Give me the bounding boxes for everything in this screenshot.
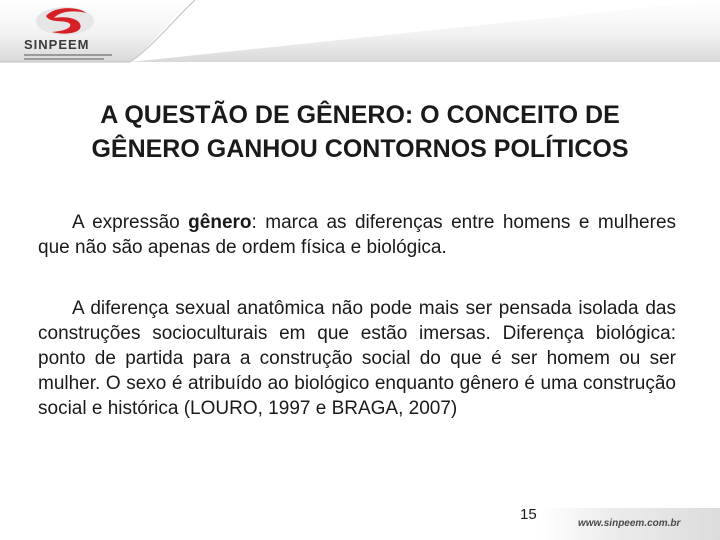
sinpeem-logo-icon bbox=[34, 4, 96, 38]
slide-title bbox=[40, 98, 680, 166]
paragraph1-prefix: A expressão bbox=[72, 212, 189, 233]
page-number: 15 bbox=[520, 506, 537, 523]
paragraph-gender-definition bbox=[38, 210, 676, 260]
paragraph1-bold-term: gênero bbox=[188, 212, 252, 233]
footer-url: www.sinpeem.com.br bbox=[578, 518, 681, 529]
paragraph-sexual-difference: A diferença sexual anatômica não pode mais ser pensada isolada das construções socioculturais em que estão imersas. Diferença biológica: ponto de partida para a construção social do que é ser homem ou ser mulher. O sexo é atribuído ao biológico enquanto gênero é uma construção social e histórica (LOURO, 1997 e BRAGA, 2007) bbox=[38, 298, 676, 419]
logo-tagline-decoration bbox=[24, 54, 114, 61]
title-line-1: A QUESTÃO DE GÊNERO: O CONCEITO DE bbox=[100, 101, 620, 129]
title-line-2: GÊNERO GANHOU CONTORNOS POLÍTICOS bbox=[91, 135, 629, 163]
sinpeem-logo bbox=[22, 4, 122, 64]
paragraph1-suffix: : marca as diferenças entre homens e mulheres que não são apenas de ordem física e biológica. bbox=[38, 212, 677, 258]
logo-wordmark: SINPEEM bbox=[24, 37, 90, 52]
